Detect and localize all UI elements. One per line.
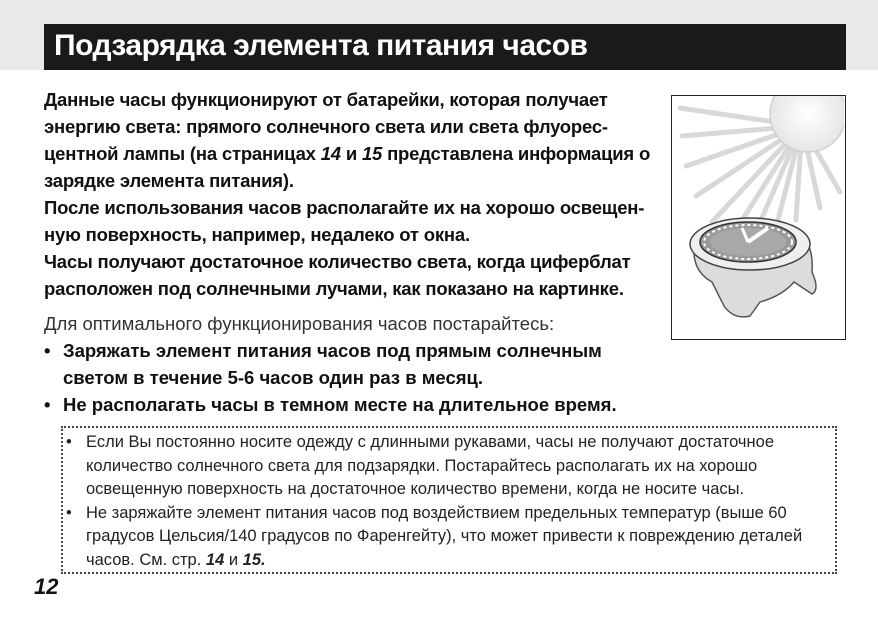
bullet-icon: • <box>44 340 51 361</box>
optimal-bullets <box>44 337 644 418</box>
note-text: Не заряжайте элемент питания часов под воздействием предельных температур (выше 60 градусов Цельсия/140 градусов по Фаренгейту), что может привести к повреждению деталей часов. См. стр. <box>86 503 803 569</box>
sun-and-watch-icon <box>672 96 844 338</box>
bullet-icon: • <box>66 433 72 451</box>
list-item <box>44 337 644 391</box>
page-ref-15: 15 <box>361 143 383 164</box>
notes-list <box>64 431 824 572</box>
list-item <box>64 431 824 502</box>
intro-paragraph-1 <box>44 86 664 194</box>
bullet-text: Заряжать элемент питания часов под прямым солнечным светом в течение 5-6 часов один раз в месяц. <box>63 340 602 388</box>
page-number: 12 <box>34 574 59 599</box>
intro-paragraph-2: После использования часов располагайте их на хорошо освещен-ную поверхность, например, недалеко от окна. <box>44 197 645 245</box>
list-item <box>44 391 644 418</box>
sun-and-watch-illustration <box>671 95 846 340</box>
page-title: Подзарядка элемента питания часов <box>54 29 588 62</box>
title-bar <box>44 24 846 70</box>
bullet-icon: • <box>44 394 51 415</box>
page-ref-14: 14 <box>320 143 341 164</box>
intro-paragraph-1-text: Данные часы функционируют от батарейки, которая получает энергию света: прямого солнечного света или света флуорес-центной лампы (на страницах <box>44 89 608 164</box>
intro-paragraph-1-end: представлена информация о зарядке элемента питания). <box>44 143 651 191</box>
bullet-text: Не располагать часы в темном месте на длительное время. <box>63 394 617 415</box>
page-ref-15: 15. <box>242 550 266 569</box>
note-and: и <box>224 550 243 569</box>
optimal-lead: Для оптимального функционирования часов постарайтесь: <box>44 313 555 334</box>
note-text: Если Вы постоянно носите одежду с длинными рукавами, часы не получают достаточное количество солнечного света для подзарядки. Постарайтесь располагать их на хорошо освещенную поверхность на достаточное количество времени, когда не носите часы. <box>86 433 774 498</box>
bullet-icon: • <box>66 503 72 522</box>
list-item <box>64 502 824 573</box>
intro-and: и <box>340 143 362 164</box>
intro-text <box>44 86 664 302</box>
intro-paragraph-3: Часы получают достаточное количество света, когда циферблат расположен под солнечными лучами, как показано на картинке. <box>44 251 631 299</box>
page-ref-14: 14 <box>205 550 225 569</box>
watch-icon <box>690 218 816 317</box>
